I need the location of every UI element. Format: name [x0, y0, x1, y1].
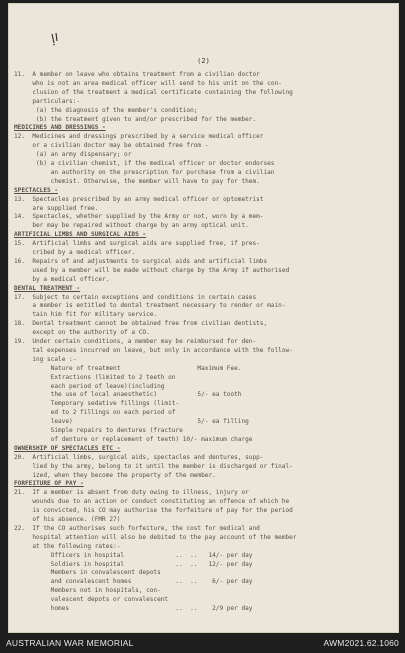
text-line: particulars:- — [14, 97, 81, 105]
text-line: are supplied free. — [14, 204, 99, 212]
text-line: 18. Dental treatment cannot be obtained free from civilian dentists, — [14, 320, 268, 328]
text-line: ized, when they become the property of the member. — [14, 471, 216, 479]
text-line: homes .. .. 2/9 per day — [14, 605, 253, 612]
text-line: who is not an area medical officer will send to his unit on the con- — [14, 79, 282, 87]
section-heading: DENTAL TREATMENT - — [14, 284, 81, 292]
text-line: chemist. Otherwise, the member will have to pay for them. — [14, 177, 260, 185]
text-line: (b) a civilian chemist, if the medical officer or doctor endorses — [14, 160, 275, 167]
text-line: 12. Medicines and dressings prescribed by a service medical officer — [14, 133, 264, 141]
archive-name: AUSTRALIAN WAR MEMORIAL — [6, 638, 134, 648]
text-line: cribed by a medical officer. — [14, 249, 136, 256]
section-heading: OWNERSHIP OF SPECTACLES ETC - — [14, 444, 121, 452]
text-line: 22. If the CO authorises such forfeiture, the cost for medical and — [14, 524, 260, 532]
text-line: Soldiers in hospital .. .. 12/- per day — [14, 560, 253, 568]
section-heading: FORFEITURE OF PAY - — [14, 480, 84, 488]
text-line: Extractions (limited to 2 teeth on — [14, 373, 176, 381]
document-page — [8, 3, 399, 633]
text-line: hospital attention will also be debited to the pay account of the member — [14, 533, 297, 541]
archive-reference: AWM2021.62.1060 — [323, 638, 399, 648]
text-line: clusion of the treatment a medical certificate containing the following — [14, 88, 293, 96]
archive-footer — [0, 633, 405, 653]
page-number: (2) — [197, 58, 210, 65]
text-line: Officers in hospital .. .. 14/- per day — [14, 551, 253, 559]
text-line: ed to 2 fillings on each period of — [14, 409, 176, 417]
text-line: Members not in hospitals, con- — [14, 587, 161, 595]
text-line: and convalescent homes .. .. 6/- per day — [14, 578, 253, 586]
text-line: Members in convalescent depots — [14, 569, 161, 577]
text-line: 19. Under certain conditions, a member may be reimbursed for den- — [14, 338, 257, 345]
text-line: (b) the treatment given to and/or prescribed for the member. — [14, 115, 257, 123]
text-line: of his absence. (FMR 27) — [14, 516, 121, 523]
section-heading: MEDICINES AND DRESSINGS - — [14, 124, 106, 132]
text-line: 16. Repairs of and adjustments to surgical aids and artificial limbs — [14, 257, 268, 265]
text-line: valescent depots or convalescent — [14, 596, 169, 604]
text-line: tal expenses incurred on leave, but only in accordance with the follow- — [14, 346, 293, 354]
text-line: Temporary sedative fillings (limit- — [14, 400, 180, 408]
text-line: by a medical officer. — [14, 275, 110, 283]
section-heading: ARTIFICIAL LIMBS AND SURGICAL AIDS - — [14, 231, 147, 239]
text-line: ing scale :- — [14, 355, 77, 363]
text-line: used by a member will be made without charge by the Army if authorised — [14, 266, 290, 274]
text-line: leave) 5/- ea filling — [14, 418, 249, 426]
text-line: lied by the army, belong to it until the member is discharged or final- — [14, 462, 293, 470]
text-line: 17. Subject to certain exceptions and conditions in certain cases — [14, 293, 257, 301]
text-line: (a) the diagnosis of the member's condition; — [14, 106, 198, 114]
text-line: 13. Spectacles prescribed by an army medical officer or optometrist — [14, 195, 264, 203]
section-heading: SPECTACLES - — [14, 186, 59, 194]
text-line: 21. If a member is absent from duty owing to illness, injury or — [14, 489, 249, 497]
text-line: (a) an army dispensary; or — [14, 151, 132, 159]
text-line: a member is entitled to dental treatment necessary to render or main- — [14, 302, 286, 310]
text-line: or a civilian doctor may be obtained free from - — [14, 142, 209, 150]
text-line: 15. Artificial limbs and surgical aids are supplied free, if pres- — [14, 240, 260, 248]
text-line: wounds due to an action or conduct constituting an offence of which he — [14, 498, 290, 506]
text-line: Simple repairs to dentures (fracture — [14, 427, 183, 434]
text-line: Nature of treatment Maximum Fee. — [14, 364, 242, 372]
text-line: is convicted, his CO may authorise the forfeiture of pay for the period — [14, 507, 293, 515]
text-line: tain him fit for military service. — [14, 311, 158, 319]
text-line: of denture or replacement of teeth) 10/- maximum charge — [14, 435, 253, 443]
text-line: 14. Spectacles, whether supplied by the Army or not, worn by a mem- — [14, 213, 264, 221]
handwritten-mark — [50, 31, 60, 45]
text-line: the use of local anaesthetic) 5/- ea tooth — [14, 391, 242, 399]
text-line: except on the authority of a CO. — [14, 329, 150, 337]
text-line: 11. A member on leave who obtains treatment from a civilian doctor — [14, 71, 260, 78]
text-line: each period of leave)(including — [14, 382, 165, 390]
text-line: at the following rates:- — [14, 542, 121, 550]
text-line: 20. Artificial limbs, surgical aids, spectacles and dentures, supp- — [14, 453, 264, 461]
text-line: an authority on the prescription for purchase from a civilian — [14, 168, 275, 176]
text-line: ber may be repaired without charge by an army optical unit. — [14, 222, 249, 230]
